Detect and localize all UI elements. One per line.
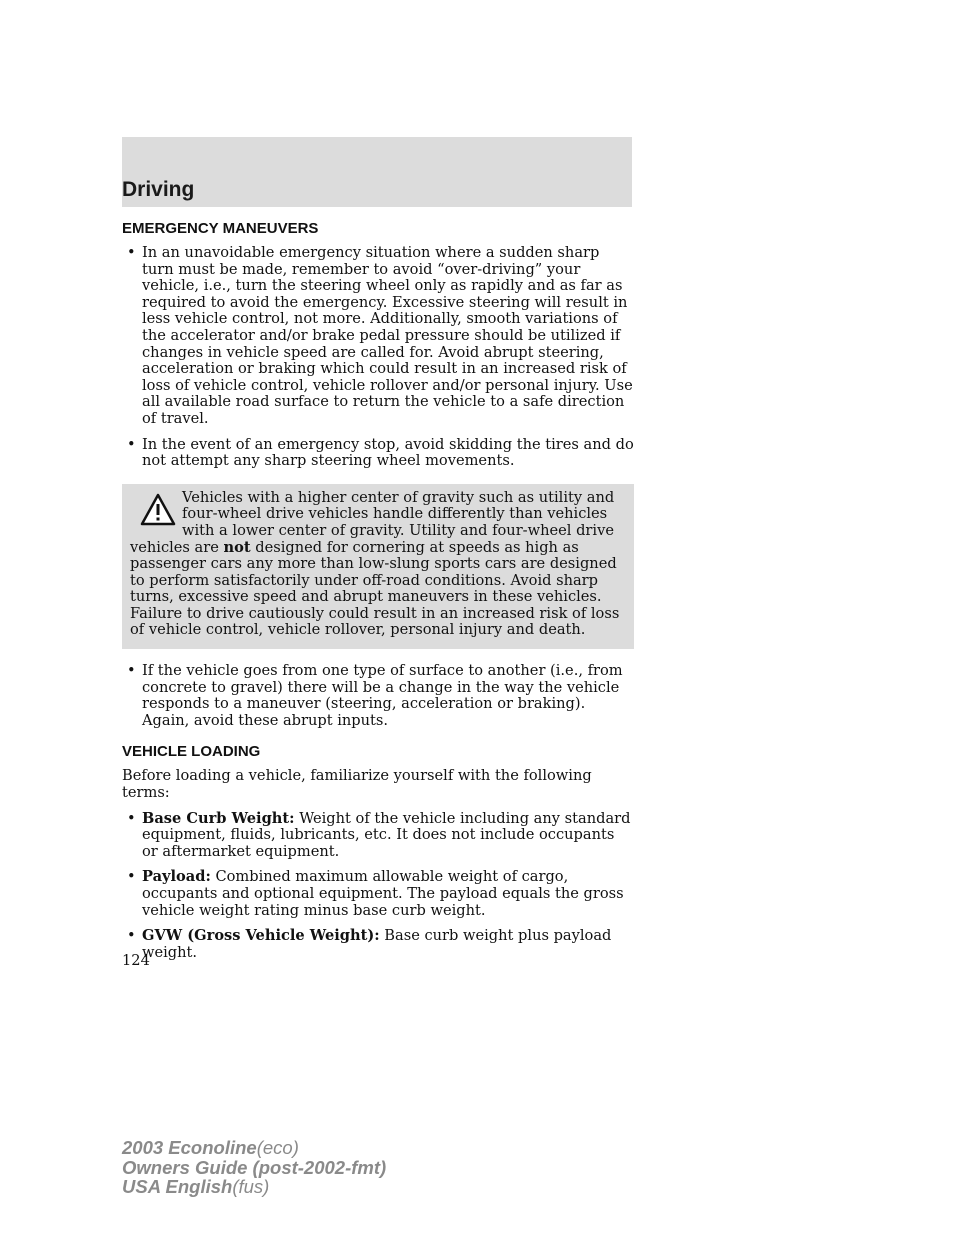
bullet-marker: • xyxy=(127,868,136,886)
page-content xyxy=(122,220,634,970)
bullet-marker: • xyxy=(127,809,136,827)
definition-term: Base Curb Weight: xyxy=(142,809,295,827)
definition-text: Weight of the vehicle including any standard equipment, fluids, lubricants, etc. It does not include occupants or aftermarket equipment. xyxy=(142,809,631,860)
bullet-text: If the vehicle goes from one type of surface to another (i.e., from concrete to gravel) there will be a change in the way the vehicle responds to a maneuver (steering, acceleration or braking). Again, avoid these abrupt inputs. xyxy=(142,662,623,729)
definition-term: Payload: xyxy=(142,868,211,886)
footer-language-code: (fus) xyxy=(232,1176,270,1197)
bullet-marker: • xyxy=(127,244,136,261)
warning-triangle-icon xyxy=(140,492,176,528)
warning-text-after: designed for cornering at speeds as high as passenger cars any more than low-slung sports cars are designed to perform satisfactorily under off-road conditions. Avoid sharp turns, excessive speed and abrupt maneuvers in these vehicles. Failure to drive cautiously could result in an increased risk of loss of vehicle control, vehicle rollover, personal injury and death. xyxy=(130,538,620,639)
definition-item xyxy=(122,811,634,861)
footer-model: 2003 Econoline xyxy=(122,1137,257,1158)
loading-intro: Before loading a vehicle, familiarize yourself with the following terms: xyxy=(122,767,592,802)
bullet-marker: • xyxy=(127,927,136,945)
footer-model-code: (eco) xyxy=(256,1137,299,1158)
footer-language: USA English xyxy=(122,1176,233,1197)
warning-emphasis: not xyxy=(223,538,251,556)
warning-text-before: Vehicles with a higher center of gravity such as utility and four-wheel drive vehicles handle differently than vehicles with a lower center of gravity. Utility and four-wheel drive vehicles are xyxy=(130,488,615,556)
section-title: Driving xyxy=(122,178,195,201)
section-header-band xyxy=(122,137,632,207)
bullet-text: In an unavoidable emergency situation where a sudden sharp turn must be made, remember to avoid “over-driving” your vehicle, i.e., turn the steering wheel only as rapidly and as far as required to avoid the emergency. Excessive steering will result in less vehicle control, not more. Additionally, smooth variations of the accelerator and/or brake pedal pressure should be utilized if changes in vehicle speed are called for. Avoid abrupt steering, acceleration or braking which could result in an increased risk of loss of vehicle control, vehicle rollover and/or personal injury. Use all available road surface to return the vehicle to a safe direction of travel. xyxy=(142,244,633,427)
bullet-item xyxy=(122,663,634,729)
definition-text: Combined maximum allowable weight of cargo, occupants and optional equipment. The payload equals the gross vehicle weight rating minus base curb weight. xyxy=(142,868,624,919)
bullet-marker: • xyxy=(127,435,136,453)
bullet-item xyxy=(122,245,634,428)
definition-item xyxy=(122,928,634,961)
bullet-marker: • xyxy=(127,662,136,680)
page-number: 124 xyxy=(122,952,150,969)
definition-term: GVW (Gross Vehicle Weight): xyxy=(142,927,380,945)
footer-line-model xyxy=(122,1138,386,1158)
emergency-maneuvers-heading: EMERGENCY MANEUVERS xyxy=(122,220,319,237)
bullet-text: In the event of an emergency stop, avoid skidding the tires and do not attempt any sharp steering wheel movements. xyxy=(142,435,634,470)
definition-item xyxy=(122,869,634,919)
warning-box xyxy=(122,484,634,649)
footer-line-language xyxy=(122,1177,386,1197)
document-footer xyxy=(122,1138,386,1197)
definition-text: Base curb weight plus payload weight. xyxy=(142,927,612,961)
vehicle-loading-heading: VEHICLE LOADING xyxy=(122,743,261,761)
bullet-item xyxy=(122,437,634,470)
footer-guide: Owners Guide (post-2002-fmt) xyxy=(122,1156,387,1178)
